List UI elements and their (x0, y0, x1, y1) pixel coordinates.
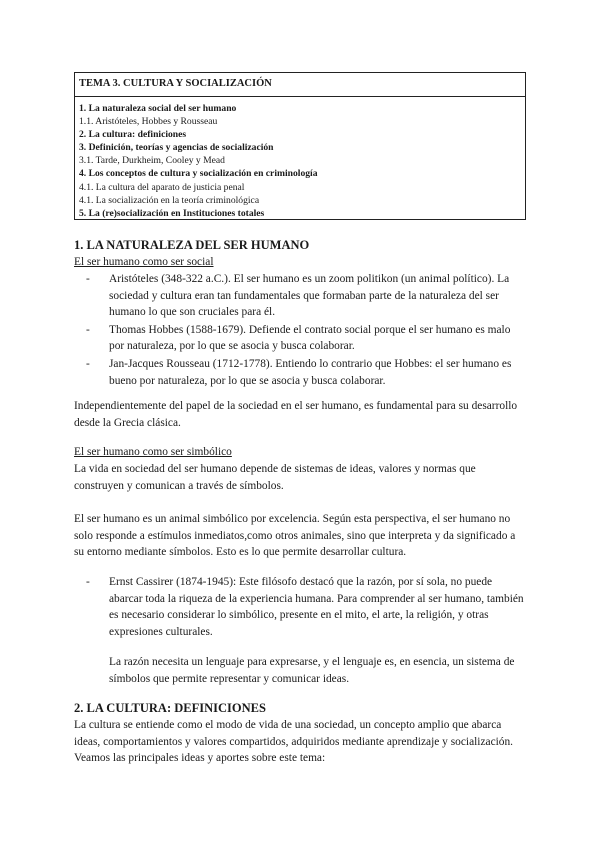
bullet-dash: - (86, 576, 90, 588)
subsection-heading: El ser humano como ser social (74, 256, 214, 268)
toc-item: 5. La (re)socialización en Instituciones totales (79, 207, 265, 219)
toc-item: 4.1. La cultura del aparato de justicia penal (79, 181, 245, 193)
bullet-dash: - (86, 323, 90, 336)
list-item (86, 322, 526, 355)
toc-item: 2. La cultura: definiciones (79, 129, 187, 141)
toc-item: 3. Definición, teorías y agencias de socialización (79, 142, 274, 154)
paragraph: La vida en sociedad del ser humano depende de sistemas de ideas, valores y normas que construyen y comunican a través de símbolos. (74, 463, 476, 492)
toc-item: 3.1. Tarde, Durkheim, Cooley y Mead (79, 155, 225, 167)
paragraph: La cultura se entiende como el modo de vida de una sociedad, un concepto amplio que abarca ideas, comportamientos y valores compartidos, adquiridos mediante aprendizaje y socialización. Veamos las principales ideas y aportes sobre este tema: (74, 719, 514, 765)
bullet-list (86, 574, 526, 641)
table-of-contents (74, 72, 526, 220)
list-item (86, 271, 526, 321)
toc-item: 4. Los conceptos de cultura y socialización en criminología (79, 168, 318, 180)
list-item-text: Aristóteles (348-322 a.C.). El ser humano es un zoom politikon (un animal político). La sociedad y cultura eran tan fundamentales que formaban parte de la naturaleza del ser humano lo que son cruciales para él. (109, 273, 510, 319)
toc-item: 4.1. La socialización en la teoría criminológica (79, 194, 260, 206)
paragraph: La razón necesita un lenguaje para expresarse, y el lenguaje es, en esencia, un sistema de símbolos que permite representar y comunicar ideas. (109, 656, 515, 685)
section-heading: 2. LA CULTURA: DEFINICIONES (74, 701, 266, 715)
toc-list (75, 97, 525, 220)
bullet-dash: - (86, 357, 90, 370)
paragraph: Independientemente del papel de la sociedad en el ser humano, es fundamental para su desarrollo desde la Grecia clásica. (74, 400, 518, 429)
toc-title: TEMA 3. CULTURA Y SOCIALIZACIÓN (75, 73, 525, 97)
toc-item: 1.1. Aristóteles, Hobbes y Rousseau (79, 116, 218, 128)
list-item-text: Ernst Cassirer (1874-1945): Este filósofo destacó que la razón, por sí sola, no puede abarcar toda la riqueza de la experiencia humana. Para comprender al ser humano, también es necesario considerar lo simbólico, presente en el mito, el arte, la religión, y otras expresiones culturales. (109, 576, 524, 638)
list-item-text: Thomas Hobbes (1588-1679). Defiende el contrato social porque el ser humano es malo por naturaleza, por lo que se asocia y busca colaborar. (109, 323, 511, 353)
section-heading: 1. LA NATURALEZA DEL SER HUMANO (74, 238, 310, 252)
list-item-text: Jan-Jacques Rousseau (1712-1778). Entiendo lo contrario que Hobbes: el ser humano es bueno por naturaleza, por lo que se asocia y busca colaborar. (109, 357, 512, 387)
bullet-list (86, 271, 526, 390)
list-item (86, 356, 526, 389)
list-item (86, 574, 526, 640)
subsection-heading: El ser humano como ser simbólico (74, 446, 232, 458)
toc-item: 1. La naturaleza social del ser humano (79, 103, 237, 114)
bullet-dash: - (86, 273, 90, 285)
paragraph: El ser humano es un animal simbólico por excelencia. Según esta perspectiva, el ser humano no solo responde a estímulos inmediatos,como otros animales, sino que interpreta y da significado a su entorno mediante símbolos. Esto es lo que permite desarrollar cultura. (74, 513, 516, 559)
